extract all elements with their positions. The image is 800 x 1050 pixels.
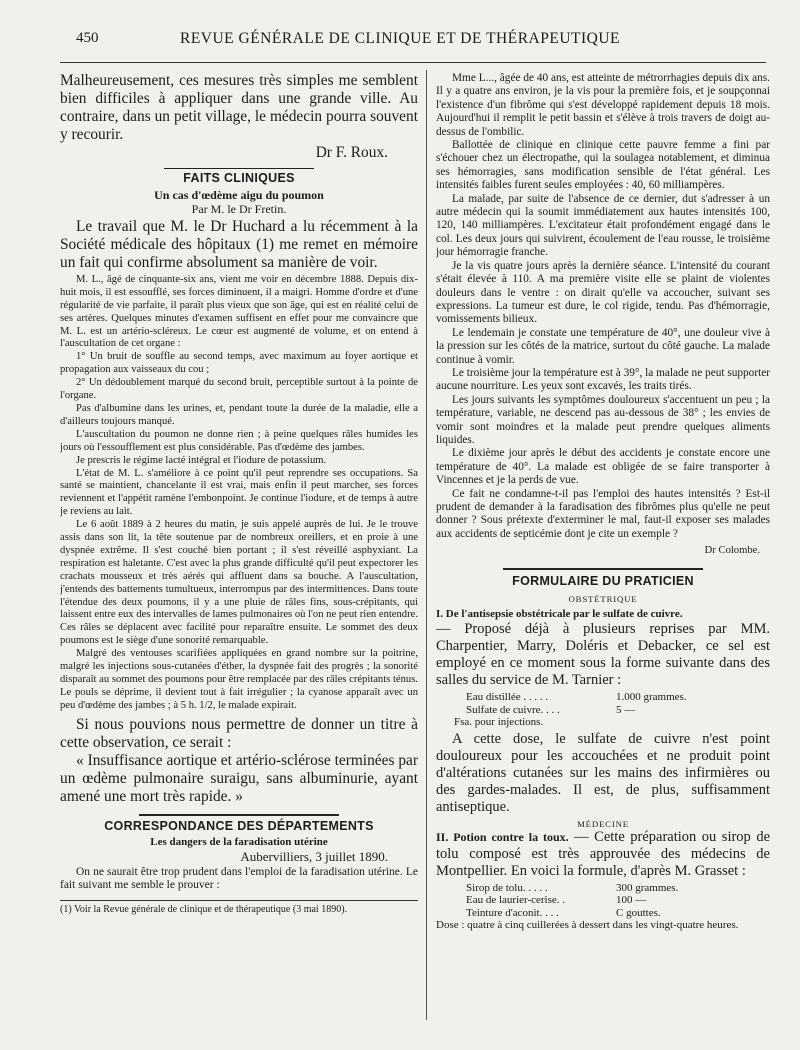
faits-para-8: Le 6 août 1889 à 2 heures du matin, je suis appelé auprès de lui. Je le trouve assis dans son lit, la tête soutenue par de nombreux oreillers, et en proie à une dyspnée extrême. Il s'est couché bien portant ; il s'est réveillé asphyxiant. La respiration est haletante. C'est avec la plus grande difficulté qu'il peut expectorer les crachats mousseux et très aérés qui affluent dans sa bouche. A l'auscultation, j'entends des battements tumultueux, interrompus par des intermittences. Dans toute l'étendue des deux poumons, il y a une pluie de râles fins, sous-crépitants, qui laissent entre eux des intervalles de lames pulmonaires où l'on ne peut rien entendre. Ces râles se déplacent avec facilité pour reparaître ensuite. Le sommet des deux poumons est le siège d'une sonorité remarquable. <box>60 519 418 647</box>
column-divider <box>426 70 427 1020</box>
case-para-4: Je la vis quatre jours après la dernière séance. L'intensité du courant s'était élevée à 110. A ma première visite elle se plaint de violentes douleurs dans le ventre : on dirait qu'elle va accoucher, suivant ses expressions. La tumeur est dure, le col rigide, tendu. Pas d'hémorragie, vomissements bilieux. <box>436 259 770 326</box>
intro-signature: Dr F. Roux. <box>315 144 388 161</box>
intro-paragraph: Malheureusement, ces mesures très simples me semblent bien difficiles à appliquer dans une grande ville. Au contraire, dans un petit village, le médecin pourra souvent y recourir. <box>60 72 418 143</box>
faits-para-1: M. L., âgé de cinquante-six ans, vient me voir en décembre 1888. Depuis dix-huit mois, il est essoufflé, ses forces diminuent, il a maigri. Homme d'ordre et d'une régularité de vie parfaite, il paraît plus vieux que son âge, qui est en réalité celui de ses artères. Quelques minutes d'examen suffisent en effet pour me convaincre que M. L. est un artério-scléreux. Le cœur est augmenté de volume, et on entend à l'auscultation de cet organe : <box>60 273 418 350</box>
recipe-line <box>466 882 770 895</box>
recipe-1 <box>436 691 770 716</box>
item2-text: — Cette préparation ou sirop de tolu composé est très approuvée des médecins de Montpellier. En voici la formule, d'après M. Grasset : <box>436 828 770 879</box>
correspondance-title: CORRESPONDANCE DES DÉPARTEMENTS <box>104 818 374 833</box>
case-para-8: Le dixième jour après le début des accidents je constate encore une température de 40°. La malade est obligée de se faire transporter à Vincennes et je la perds de vue. <box>436 447 770 487</box>
running-title: REVUE GÉNÉRALE DE CLINIQUE ET DE THÉRAPEUTIQUE <box>179 30 620 47</box>
faits-author: Par M. le Dr Fretin. <box>191 202 287 216</box>
recipe-line <box>466 691 770 704</box>
ingredient-qty: C gouttes. <box>616 906 661 919</box>
faits-conclusion: Si nous pouvions nous permettre de donner un titre à cette observation, ce serait : <box>60 715 418 751</box>
recipe-line <box>466 907 770 920</box>
item1-title: I. De l'antisepsie obstétricale par le sulfate de cuivre. <box>436 608 683 621</box>
recipe-1-note: Fsa. pour injections. <box>454 716 544 729</box>
faits-para-7: L'état de M. L. s'améliore à ce point qu'il peut reprendre ses occupations. Sa santé se maintient, chancelante il est vrai, mais enfin il peut marcher, ses forces reviennent et l'appétit ramène l'embonpoint. Je continue l'iodure, et de temps à autre je reviens au lait. <box>60 467 418 518</box>
footnote: (1) Voir la Revue générale de clinique et de thérapeutique (3 mai 1890). <box>60 900 418 917</box>
ingredient-name: Sulfate de cuivre. . . . <box>466 703 560 716</box>
faits-para-9: Malgré des ventouses scarifiées appliquées en grand nombre sur la poitrine, malgré les injections sous-cutanées d'éther, la dyspnée fait des progrès ; la sonorité disparaît au sommet des poumons pour être remplacée par des râles crépitants ténus. Le pouls se déprime, il devient tout à fait irrégulier ; la cyanose apparaît avec un peu d'œdème des jambes ; à 5 h. 1/2, le malade expirait. <box>60 648 418 711</box>
medecine-label: MÉDECINE <box>577 818 629 829</box>
faits-lead: Le travail que M. le Dr Huchard a lu récemment à la Société médicale des hôpitaux (1) me remet en mémoire un fait qui confirme absolument sa manière de voir. <box>60 217 418 271</box>
correspondance-place-date: Aubervilliers, 3 juillet 1890. <box>240 848 388 864</box>
page-number: 450 <box>76 30 99 46</box>
faits-para-6: Je prescris le régime lacté intégral et l'iodure de potassium. <box>76 454 327 466</box>
page-header <box>40 30 760 54</box>
faits-para-2: 1° Un bruit de souffle au second temps, avec maximum au foyer aortique et propagation aux vaisseaux du cou ; <box>60 351 418 376</box>
item1-text: — Proposé déjà à plusieurs reprises par MM. Charpentier, Marry, Doléris et Debacker, ce sel est employé en ce moment sous la forme suivante dans des salles du service de M. Tarnier : <box>436 621 770 689</box>
case-para-7: Les jours suivants les symptômes douloureux s'accentuent un peu ; la température, variable, ne descend pas au-dessous de 38° ; les envies de vomir sont moindres et la malade peut prendre quelques aliments liquides. <box>436 393 770 446</box>
left-column <box>60 72 418 916</box>
ingredient-name: Eau distillée . . . . . <box>466 691 549 704</box>
recipe-line <box>466 704 770 717</box>
case-para-6: Le troisième jour la température est à 39°, la malade ne peut supporter aucune nourriture. Les yeux sont excavés, les traits tirés. <box>436 366 770 393</box>
section-rule <box>503 568 703 570</box>
section-rule <box>139 814 339 816</box>
ingredient-qty: 100 — <box>616 894 647 907</box>
correspondance-para: On ne saurait être trop prudent dans l'emploi de la faradisation utérine. Le fait suivant me semble le prouver : <box>60 865 418 891</box>
case-para-3: La malade, par suite de l'absence de ce dernier, dut s'adresser à un autre médecin qui la soumit immédiatement aux hautes intensités 100, 120, 140 milliampères. L'excitateur était profondément engagé dans le col. Les deux jours qui suivirent, écoulement de l'eau rousse, le troisième jour hémorragie franche. <box>436 192 770 259</box>
faits-quote: « Insuffisance aortique et artério-sclérose terminées par un œdème pulmonaire suraigu, sans albuminurie, ayant amené une mort très rapide. » <box>60 751 418 805</box>
formulaire-title: FORMULAIRE DU PRATICIEN <box>512 574 694 589</box>
faits-para-4: Pas d'albumine dans les urines, et, pendant toute la durée de la maladie, elle a d'ailleurs toujours manqué. <box>60 402 418 427</box>
case-signature: Dr Colombe. <box>704 545 760 557</box>
section-rule <box>164 168 314 169</box>
ingredient-name: Teinture d'aconit. . . . <box>466 906 559 919</box>
header-rule <box>60 62 766 63</box>
faits-para-3: 2° Un dédoublement marqué du second bruit, perceptible surtout à la pointe de l'organe. <box>60 377 418 402</box>
faits-cliniques-title: FAITS CLINIQUES <box>183 171 295 185</box>
faits-subtitle: Un cas d'œdème aigu du poumon <box>154 188 324 202</box>
case-para-1: Mme L..., âgée de 40 ans, est atteinte de métrorrhagies depuis dix ans. Il y a quatre ans environ, je la vis pour la première fois, et je soupçonnai l'existence d'un fibrôme qui s'est développé rapidement depuis 18 mois. Aujourd'hui il remplit le petit bassin et s'élève à trois travers de doigt au-dessus de l'ombilic. <box>436 72 770 138</box>
ingredient-name: Eau de laurier-cerise. . <box>466 894 566 907</box>
ingredient-qty: 300 grammes. <box>616 881 679 894</box>
item2 <box>436 829 770 880</box>
recipe-line <box>466 894 770 907</box>
item2-dose: Dose : quatre à cinq cuillerées à dessert dans les vingt-quatre heures. <box>436 919 739 932</box>
right-column <box>436 72 770 932</box>
item1-after: A cette dose, le sulfate de cuivre n'est point douloureux pour les accouchées et ne produit point d'altérations cutanées sur les mains des infirmières ou des gardes-malades. Il est, de plus, suffisamment antiseptique. <box>436 730 770 815</box>
obstetrique-label: OBSTÉTRIQUE <box>568 594 638 605</box>
ingredient-name: Sirop de tolu. . . . . <box>466 881 548 894</box>
correspondance-subtitle: Les dangers de la faradisation utérine <box>150 835 328 848</box>
case-para-5: Le lendemain je constate une température de 40°, une douleur vive à la pression sur les côtés de la matrice, surtout du côté gauche. La malade continue à vomir. <box>436 326 770 366</box>
recipe-2 <box>436 882 770 920</box>
faits-para-5: L'auscultation du poumon ne donne rien ; à peine quelques râles humides les jours où l'essoufflement est plus considérable. Pas d'œdème des jambes. <box>60 428 418 453</box>
item2-title: II. Potion contre la toux. <box>436 829 569 844</box>
ingredient-qty: 5 — <box>616 703 636 716</box>
ingredient-qty: 1.000 grammes. <box>616 691 687 704</box>
case-para-2: Ballottée de clinique en clinique cette pauvre femme a fini par s'échouer chez un électropathe, qui la soulagea notablement, et diminua ses hémorragies, sans modification sensible de l'état général. Les intensités faibles furent seules employées : 40, 60 milliampères. <box>436 139 770 192</box>
case-para-9: Ce fait ne condamne-t-il pas l'emploi des hautes intensités ? Est-il prudent de demander à la faradisation des fibrômes plus qu'elle ne peut donner ? Sous prétexte d'exterminer le mal, faut-il exposer ses malades aux accidents de septicémie dont je cite un exemple ? <box>436 487 770 540</box>
